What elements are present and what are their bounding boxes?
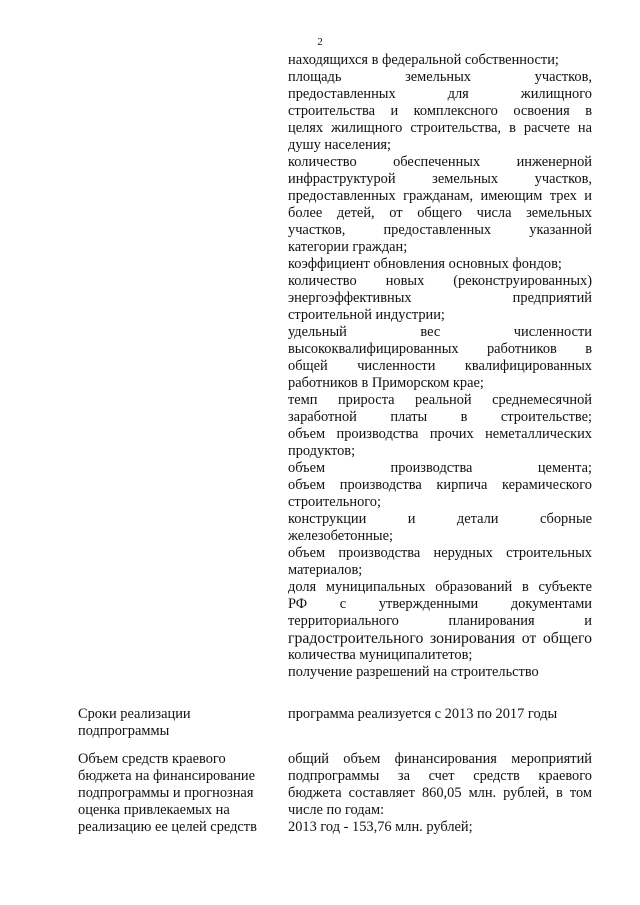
indicator-line: предоставленных гражданам, имеющим трех и: [288, 188, 592, 204]
indicator-line: темп прироста реальной среднемесячной: [288, 392, 592, 408]
indicator-line: РФ с утвержденными документами: [288, 596, 592, 612]
indicator-line: объем производства нерудных строительных: [288, 545, 592, 561]
budget-value-line: общий объем финансирования мероприятий: [288, 751, 592, 767]
indicator-line: количество новых (реконструированных): [288, 273, 592, 289]
indicator-line: коэффициент обновления основных фондов;: [288, 256, 562, 272]
indicator-line: количество обеспеченных инженерной: [288, 154, 592, 170]
terms-label: [78, 706, 278, 740]
budget-label-line: подпрограммы и прогнозная: [78, 785, 254, 801]
budget-value-line: бюджета составляет 860,05 млн. рублей, в том: [288, 785, 592, 801]
indicator-line: целях жилищного строительства, в расчете на: [288, 120, 592, 136]
page-number: 2: [317, 36, 323, 48]
budget-label-line: оценка привлекаемых на: [78, 802, 230, 818]
budget-label-line: реализацию ее целей средств: [78, 819, 257, 835]
indicator-line: площадь земельных участков,: [288, 69, 592, 85]
indicator-line: конструкции и детали сборные: [288, 511, 592, 527]
indicator-line: объем производства цемента;: [288, 460, 592, 476]
indicator-line: общей численности квалифицированных: [288, 358, 592, 374]
budget-value: [288, 751, 592, 836]
indicator-line: продуктов;: [288, 443, 356, 459]
terms-label-line: Сроки реализации: [78, 706, 191, 722]
indicator-line: работников в Приморском крае;: [288, 375, 484, 391]
terms-label-line: подпрограммы: [78, 723, 170, 739]
indicator-line: количества муниципалитетов;: [288, 647, 473, 663]
budget-value-line: 2013 год - 153,76 млн. рублей;: [288, 819, 473, 835]
indicator-line: строительной индустрии;: [288, 307, 445, 323]
indicator-line: градостроительного зонирования от общего: [288, 630, 592, 647]
indicator-line: находящихся в федеральной собственности;: [288, 52, 559, 68]
budget-label: [78, 751, 278, 836]
indicator-line: душу населения;: [288, 137, 392, 153]
indicator-line: энергоэффективных предприятий: [288, 290, 592, 306]
indicator-line: объем производства кирпича керамического: [288, 477, 592, 493]
indicator-line: материалов;: [288, 562, 363, 578]
budget-label-line: бюджета на финансирование: [78, 768, 256, 784]
indicator-line: высококвалифицированных работников в: [288, 341, 592, 357]
indicator-line: инфраструктурой земельных участков,: [288, 171, 592, 187]
indicator-line: заработной платы в строительстве;: [288, 409, 592, 425]
indicator-line: участков, предоставленных указанной: [288, 222, 592, 238]
indicator-line: получение разрешений на строительство: [288, 664, 539, 680]
indicator-line: железобетонные;: [288, 528, 393, 544]
indicator-line: удельный вес численности: [288, 324, 592, 340]
indicator-line: предоставленных для жилищного: [288, 86, 592, 102]
indicator-line: территориального планирования и: [288, 613, 592, 629]
terms-value: программа реализуется с 2013 по 2017 годы: [288, 706, 558, 722]
indicator-line: строительного;: [288, 494, 381, 510]
indicator-line: более детей, от общего числа земельных: [288, 205, 592, 221]
indicator-line: объем производства прочих неметаллических: [288, 426, 592, 442]
indicator-line: категории граждан;: [288, 239, 408, 255]
budget-label-line: Объем средств краевого: [78, 751, 226, 767]
indicator-line: доля муниципальных образований в субъекте: [288, 579, 592, 595]
indicator-line: строительства и комплексного освоения в: [288, 103, 592, 119]
budget-value-line: числе по годам:: [288, 802, 385, 818]
indicators-list: [288, 52, 592, 681]
budget-value-line: подпрограммы за счет средств краевого: [288, 768, 592, 784]
